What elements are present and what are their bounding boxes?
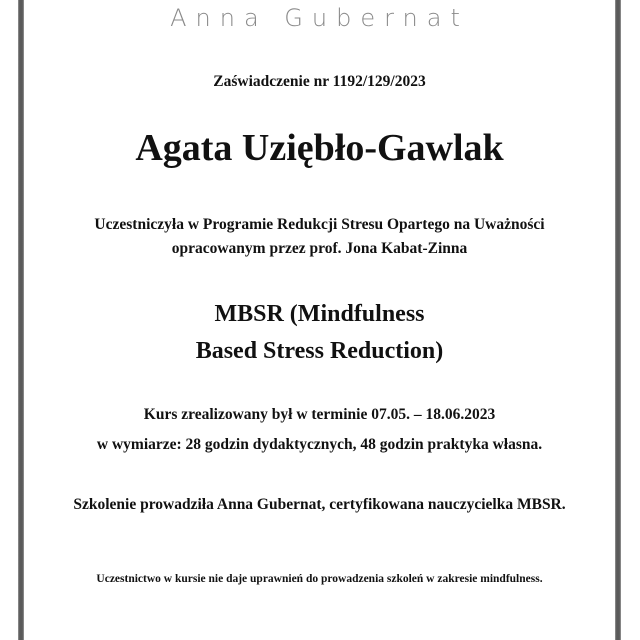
course-title [24,296,615,370]
certificate-page [24,0,615,640]
program-line-1: Uczestniczyła w Programie Redukcji Stresu Opartego na Uważności [94,216,545,233]
trainer-statement: Szkolenie prowadziła Anna Gubernat, certyfikowana nauczycielka MBSR. [73,496,566,513]
program-line-2: opracowanym przez prof. Jona Kabat-Zinna [171,240,468,257]
course-title-line-2: Based Stress Reduction) [195,338,444,364]
page-border-right [615,0,621,640]
program-description [24,213,615,261]
recipient-name: Agata Uziębło-Gawlak [135,127,504,169]
disclaimer: Uczestnictwo w kursie nie daje uprawnień do prowadzenia szkoleń w zakresie mindfulness. [96,573,543,585]
certificate-number: Zaświadczenie nr 1192/129/2023 [213,73,426,90]
course-scope: w wymiarze: 28 godzin dydaktycznych, 48 godzin praktyka własna. [96,436,543,453]
course-term: Kurs zrealizowany był w terminie 07.05. – 18.06.2023 [143,406,496,423]
brand-name: Anna Gubernat [170,4,469,32]
course-title-line-1: MBSR (Mindfulness [214,301,425,327]
